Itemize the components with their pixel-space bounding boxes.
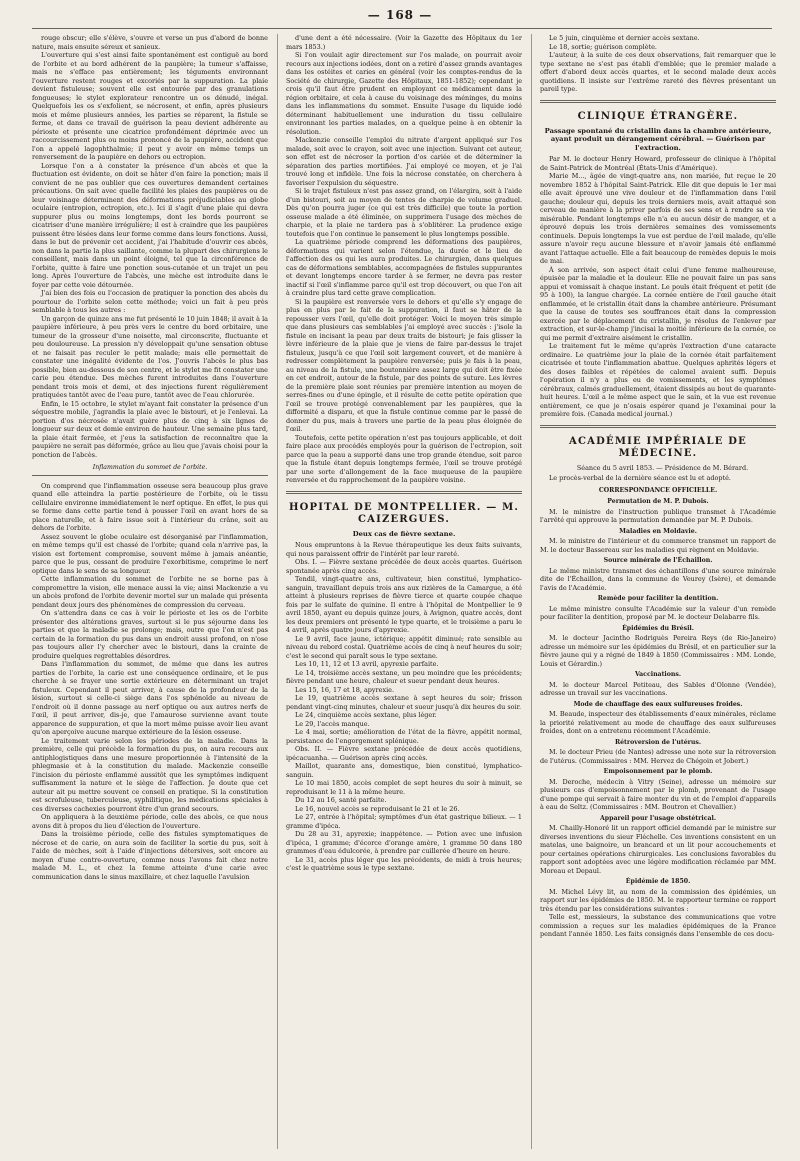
subsection-title: Passage spontané du cristallin dans la chambre antérieure, ayant produit un dérangement cérébral. — Guérison par l'extraction. [544,126,772,152]
paragraph: Le 31, accès plus léger que les précédents, de midi à trois heures; c'est le quatrième sous le type sextane. [286,855,522,872]
paragraph: Le 19, quatrième accès sextane à sept heures du soir; frisson pendant vingt-cinq minutes, chaleur et sueur jusqu'à dix heures du soir. [286,694,522,711]
paragraph: Les 10, 11, 12 et 13 avril, apyrexie parfaite. [295,660,439,668]
item-text: M. Michel Lévy lit, au nom de la commission des épidémies, un rapport sur les épidémies de 1850. M. le rapporteur termine ce rapport très étendu par les considérations suivantes : [540,887,776,913]
item-text: M. le docteur Jacintho Rodriguès Pereira Reys (de Rio-Janeiro) adresse un mémoire sur les épidémies du Brésil, et en particulier sur la fièvre jaune qui y a régné de 1849 à 1850 (Commissaires : MM. Londe, Louis et Gérardin.) [540,634,776,668]
item-text: M. Deroche, médecin à Vitry (Seine), adresse un mémoire sur plusieurs cas d'empoisonnement par le plomb, provenant de l'usage d'une pompe qui servait à faire monter du vin et de l'emploi d'appareils à eau de Seltz. (Commissaires : MM. Boutron et Chevallier.) [540,777,776,811]
academy-session: Séance du 5 avril 1853. — Présidence de M. Bérard. [576,463,749,472]
item-text: M. le docteur Marcel Petiteau, des Sables d'Olonne (Vendée), adresse un travail sur les vaccinations. [540,680,776,697]
item-topic: Épidémie de 1850. [625,878,691,885]
column-divider [277,34,278,1149]
paragraph: Assez souvent le globe oculaire est désorganisé par l'inflammation, en même temps qu'il est chassé de l'orbite; quand cela n'arrive pas, la vision est fortement compromise, souvent même à jamais anéantie, parce que le pus, cessant de produire l'exorbitisme, comprime le nerf optique dans le sens de sa longueur. [32,532,268,575]
paragraph: Dans la troisième période, celle des fistules symptomatiques de nécrose et de carie, on aura soin de faciliter la sortie du pus, soit à l'aide de mèches, soit à l'aide d'injections détersives, soit encore au moyen d'une contre-ouverture, comme nous l'avons fait chez notre malade M. L., et chez la femme atteinte d'une carie avec communication dans le sinus maxillaire, et chez laquelle l'avulsion [32,830,268,881]
paragraph: Par M. le docteur Henry Howard, professeur de clinique à l'hôpital de Saint-Patrick de Montréal (États-Unis d'Amérique). [540,155,776,172]
paragraph: Le 5 juin, cinquième et dernier accès sextane. [549,34,700,42]
paragraph: L'ouverture qui s'est ainsi faite spontanément est contiguë au bord de l'orbite et au bord adhérent de la paupière; la tumeur s'affaisse, mais ne s'efface pas entièrement; les téguments environnant l'ouverture restent rouges et excoriés par la suppuration. La plaie devient fistuleuse; souvent elle est entourée par des granulations fongueuses; le stylet explorateur rencontre un os dénudé, inégal. Quelquefois les os s'exfolient, se nécrosent, et enfin, après plusieurs mois et même plusieurs années, les parties se réparent, la fistule se ferme, et dans ce travail de guérison la peau devient adhérente au périoste et présente une cicatrice profondément déprimée avec un raccourcissement plus ou moins prononcé de la paupière, accident que l'on a appelé lagophthalmie; il peut y avoir en même temps un renversement de la paupière en dehors ou ectropion. [32,51,268,161]
paragraph: Maillot, quarante ans, domestique, bien constitué, lymphatico-sanguin. [286,762,522,779]
article-body [286,34,522,485]
paragraph: Le 24, cinquième accès sextane, plus léger. [295,711,437,719]
item-text: Le même ministre transmet des échantillons d'une source minérale dite de l'Échaillon, dans la commune de Veurey (Isère), et demande l'avis de l'Académie. [540,566,776,592]
paragraph: Nous empruntons à la Revue thérapeutique les deux faits suivants, qui nous paraissent offrir de l'intérêt par leur rareté. [286,541,522,558]
section-title-academy: ACADÉMIE IMPÉRIALE DE MÉDECINE. [569,435,747,459]
section-title-hospital: HOPITAL DE MONTPELLIER. — M. CAIZERGUES. [288,501,520,525]
paragraph: Le traitement fut le même qu'après l'extraction d'une cataracte ordinaire. Le quatrième jour la plaie de la cornée était parfaitement cicatrisée et toute l'inflammation abattue. Quelques aphrités légers et des doses faibles et répétées de calomel avaient suffi. Depuis l'opération il n'y a plus eu de vomissements, et les symptômes cérébraux, calmés graduellement, étaient dissipés au bout de quarante-huit heures. L'œil a le même aspect que le sain, et la vue est revenue entièrement, ce que je n'osais espérer quand je l'examinai pour la première fois. (Canada medical journal.) [540,342,776,418]
subsection-title: Deux cas de fièvre sextane. [352,529,456,538]
paragraph: Le 16, nouvel accès se reproduisant le 21 et le 26. [295,804,460,813]
paragraph: À son arrivée, son aspect était celui d'une femme malheureuse, épuisée par la maladie et la douleur. Elle ne pouvait faire un pas sans appui et vomissait à chaque instant. Le pouls était fréquent et petit (de 95 à 100), la langue chargée. La cornée entière de l'œil gauche était enflammée, et le cristallin était dans la chambre antérieure. Présumant que la cause de toutes ses souffrances était dans la compression exercée par le déplacement du cristallin, je résolus de l'enlever par extraction, et sur-le-champ j'incisai la moitié inférieure de la cornée, ce qui me permit d'extraire aisément le cristallin. [540,265,776,342]
item-text: M. le ministre de l'intérieur et du commerce transmet un rapport de M. le docteur Bassereau sur les maladies qui règnent en Moldavie. [540,537,776,554]
paragraph: Le 4 mai, sortie; amélioration de l'état de la fièvre, appétit normal, persistance de l'engorgement splénique. [286,728,522,745]
paragraph: Si le trajet fistuleux n'est pas assez grand, on l'élargira, soit à l'aide d'un bistouri, soit au moyen de tentes de charpie de volume graduel. Dès qu'on pourra juger (ce qui est très difficile) que toute la portion osseuse malade a été éliminée, on supprimera l'usage des mèches de charpie, et la plaie ne tardera pas à s'oblitérer. La prudence exige toutefois que l'on continue le pansement le plus longtemps possible. [286,187,522,238]
closing-paragraph: Telle est, messieurs, la substance des communications que votre commission a reçues sur les maladies épidémiques de la France pendant l'année 1850. Les faits consignés dans l'ensemble de ces docu- [540,913,776,938]
item-text: M. Beaude, inspecteur des établissements d'eaux minérales, réclame la priorité relativement au mode de chauffage des eaux sulfureuses froides, dont on a entretenu récemment l'Académie. [540,710,776,735]
item-topic: Empoisonnement par le plomb. [603,768,713,775]
paragraph: La quatrième période comprend les déformations des paupières, déformations qui varient selon l'étendue, la durée et le lieu de l'affection des os qui les aura produites. Le chirurgien, dans quelques cas de déformations semblables, accompagnées de fistules suppurantes et devant longtemps encore tarder à se fermer, ne devra pas rester inactif si l'œil s'inflamme parce qu'il est trop découvert, ou que l'on ait à craindre plus tard cette grave complication. [286,238,522,297]
paragraph: d'une dent a été nécessaire. (Voir la Gazette des Hôpitaux du 1er mars 1853.) [286,34,522,51]
item-topic: Permutation de M. P. Dubois. [607,498,709,505]
item-topic: Vaccinations. [634,671,682,678]
item-topic: Appareil pour l'usage obstétrical. [599,814,716,822]
paragraph: L'auteur, à la suite de ces deux observations, fait remarquer que le type sextane ne s'est pas établi d'emblée; que le premier malade a offert d'abord deux accès quartes, et le second malade deux accès quotidiens. Il insiste sur l'extrême rareté des fièvres présentant un pareil type. [540,51,776,93]
item-text: M. le ministre de l'instruction publique transmet à l'Académie l'arrêté qui approuve la permutation demandée par M. P. Dubois. [540,507,776,524]
article-body-continued [32,482,268,882]
column-middle [286,34,522,1152]
item-text: M. Chailly-Honoré lit un rapport officiel demandé par le ministre sur diverses inventions du sieur Fléchelle. Ces inventions consistent en un matelas, une baignoire, un brancard et un lit pour accouchements et pour certaines opérations chirurgicales. Les conclusions favorables du rapport sont adoptées avec une légère modification réclamée par MM. Moreau et Depaul. [540,824,776,875]
paragraph: Du 28 au 31, apyrexie; inappétence. — Potion avec une infusion d'ipéca, 1 gramme; d'écorce d'orange amère, 1 gramme 50 dans 180 grammes d'eau édulcorée, à prendre par cuillerée d'heure en heure. [286,830,522,855]
paragraph: Tendil, vingt-quatre ans, cultivateur, bien constitué, lymphatico-sanguin, travaillant depuis trois ans aux rizières de la Camargue, a été atteint à plusieurs reprises de fièvre tierce et quarte coupée chaque fois par le sulfate de quinine. Il entre à l'hôpital de Montpellier le 9 avril 1850, ayant eu depuis quinze jours, à Avignon, quatre accès, dont les deux premiers ont présenté le type quarte, et le troisième a paru le 4 avril, après quatre jours d'apyrexie. [286,575,522,634]
section-title-clinic: CLINIQUE ÉTRANGÈRE. [577,110,739,122]
paragraph: On comprend que l'inflammation osseuse sera beaucoup plus grave quand elle atteindra la partie postérieure de l'orbite, où le tissu cellulaire environne immédiatement le nerf optique. En effet, le pus qui se forme dans cette partie tend à pousser l'œil en avant hors de sa place naturelle, et à faire issue soit à l'intérieur du crâne, soit au dehors de l'orbite. [32,481,268,532]
section-rule [540,100,776,103]
academy-items [540,498,776,913]
paragraph: Le 27, entrée à l'hôpital; symptômes d'un état gastrique bilieux. — 1 gramme d'ipéca. [286,813,522,830]
paragraph: Lorsque l'on a à constater la présence d'un abcès et que la fluctuation est évidente, on doit se hâter d'en faire la ponction; mais il convient de ne pas oublier que ces ouvertures demandent certaines précautions. On sait avec quelle facilité les plaies des paupières ou de leur voisinage déterminent des déformations préjudiciables au globe oculaire (entropion, ectropion, etc.). Ici il s'agit d'une plaie qui devra suppurer plus ou moins longtemps, dont les bords pourront se cicatriser d'une manière irrégulière; il est à craindre que les paupières puissent être lésées dans leur forme comme dans leurs fonctions. Aussi, dans le but de prévenir cet accident, j'ai l'habitude d'ouvrir ces abcès, non dans la partie la plus saillante, comme la plupart des chirurgiens le conseillent, mais dans un point éloigné, tel que la circonférence de l'orbite, quitte à faire une ponction sous-cutanée et un trajet un peu long. Après l'ouverture de l'abcès, une mèche est introduite dans le foyer par cette voie détournée. [32,161,268,289]
paragraph: On appliquera à la deuxième période, celle des abcès, ce que nous avons dit à propos du lieu d'élection de l'ouverture. [32,813,268,830]
paragraph: Si l'on voulait agir directement sur l'os malade, on pourrait avoir recours aux injections iodées, dont on a retiré d'assez grands avantages dans les ostéites et caries en général (voir les comptes-rendus de la Société de chirurgie, Gazette des Hôpitaux, 1851-1852); cependant je crois qu'il faut être prudent en employant ce médicament dans la région orbitaire, et cela à cause du voisinage des méninges, du moins dans les inflammations du sommet. Ensuite l'usage du liquide iodé déterminant habituellement une induration du tissu cellulaire environnant les parties malades, on a quelque peine à en obtenir la résolution. [286,51,522,136]
paragraph: J'ai bien des fois eu l'occasion de pratiquer la ponction des abcès du pourtour de l'orbite selon cette méthode; voici un fait à peu près semblable à tous les autres : [32,289,268,314]
item-topic: Rétroversion de l'utérus. [614,738,702,746]
paragraph: rouge obscur; elle s'élève, s'ouvre et verse un pus d'abord de bonne nature, mais ensuite séreux et sanieux. [32,34,268,51]
paragraph: Le traitement varie selon les périodes de la maladie. Dans la première, celle qui précède la formation du pus, on aura recours aux antiphlogistiques dans une mesure proportionnée à l'intensité de la phlegmasie et à la constitution du malade. Mackenzie conseille l'incision du périoste enflammé aussitôt que les symptômes indiquent suffisamment la nature et le siège de l'affection. Je doute que cet auteur ait pu mettre souvent ce conseil en pratique. Si la constitution est scrofuleuse, tuberculeuse, syphilitique, les médications spéciales à ces diverses cachexies pourront être d'un grand secours. [32,736,268,813]
article-body [540,34,776,94]
paragraph: Dans l'inflammation du sommet, de même que dans les autres parties de l'orbite, la carie est une conséquence ordinaire, et le pus cherche à se frayer une sortie extérieure en déterminant un trajet fistuleux. Cependant il peut arriver, à cause de la profondeur de la lésion, surtout si celle-ci siège dans l'os sphénoïde au niveau de l'endroit où il donne passage au nerf optique ou aux autres nerfs de l'œil, il peut arriver, dis-je, que l'amaurose survienne avant toute apparence de suppuration, et que la mort même puisse avoir lieu avant qu'on aperçoive aucune marque extérieure de la lésion osseuse. [32,660,268,736]
item-topic: Remède pour faciliter la dentition. [597,595,719,602]
section-rule [540,425,776,428]
column-right [540,34,776,1152]
item-text: M. le docteur Prieu (de Nantes) adresse une note sur la rétroversion de l'utérus. (Commissaires : MM. Hervez de Chégoin et Jobert.) [540,748,776,765]
article-body-clinic [540,155,776,419]
item-text: Le même ministre consulte l'Académie sur la valeur d'un remède pour faciliter la dentition, proposé par M. le docteur Delabarre fils. [540,604,776,621]
paragraph: Obs. II. — Fièvre sextane précédée de deux accès quotidiens, ipécacuanha. — Guérison après cinq accès. [286,745,522,762]
item-topic: Épidémies du Brésil. [622,624,694,632]
article-body [32,34,268,459]
section-rule [286,491,522,494]
item-topic: Source minérale de l'Échaillon. [603,557,713,564]
paragraph: Obs. I. — Fièvre sextane précédée de deux accès quartes. Guérison spontanée après cinq accès. [286,558,522,575]
paragraph: Marie M..., âgée de vingt-quatre ans, non mariée, fut reçue le 20 novembre 1852 à l'hôpital Saint-Patrick. Elle dit que depuis le 1er mai elle avait éprouvé une vive douleur et de l'inflammation dans l'œil gauche; douleur qui, depuis les trois derniers mois, avait attaqué son cerveau de manière à la priver parfois de ses sens et à rendre sa vie misérable. Pendant longtemps elle n'a eu aucun désir de manger, et a éprouvé depuis les trois dernières semaines des vomissements continuels. Depuis longtemps la vue est perdue de l'œil malade, qu'elle assure n'avoir reçu aucune blessure et n'avoir jamais été enflammé avant l'attaque actuelle. Elle a fait beaucoup de remèdes depuis le mois de mai. [540,172,776,265]
item-topic: Mode de chauffage des eaux sulfureuses froides. [573,700,743,708]
page-number: — 168 — [367,8,433,22]
paragraph: Les 15, 16, 17 et 18, apyrexie. [295,685,394,694]
paragraph: Le 29, l'accès manque. [295,719,370,728]
academy-intro: Le procès-verbal de la dernière séance est lu et adopté. [549,474,731,482]
paragraph: Enfin, le 15 octobre, le stylet m'ayant fait constater la présence d'un séquestre mobile, j'agrandis la plaie avec le bistouri, et je l'enlevai. La portion d'os nécrosée n'avait guère plus de cinq à six lignes de longueur sur deux et demie environ de hauteur. Une semaine plus tard, la plaie était fermée, et j'eus la satisfaction de reconnaître que la paupière ne serait pas déformée, grâce au lieu que j'avais choisi pour la ponction de l'abcès. [32,399,268,459]
paragraph: Mackenzie conseille l'emploi du nitrate d'argent appliqué sur l'os malade, soit avec le crayon, soit avec une injection. Suivant cet auteur, son effet est de nécroser la portion d'os cariée et de déterminer la séparation des parties mortifiées. J'ai employé ce moyen, et je l'ai trouvé long et infidèle. Une fois la nécrose constatée, on cherchera à favoriser l'expulsion du séquestre. [286,136,522,187]
column-divider [531,34,532,1149]
section-caption: Inflammation du sommet de l'orbite. [32,464,268,476]
paragraph: Toutefois, cette petite opération n'est pas toujours applicable, et doit faire place aux procédés employés pour la guérison de l'ectropion, soit parce que la peau a supporté dans une trop grande étendue, soit parce que la fistule étant depuis longtemps fermée, l'œil se trouve protégé par une sorte d'allongement de la face muqueuse de la paupière renversée et du rapprochement de la paupière voisine. [286,433,522,484]
paragraph: Du 12 au 16, santé parfaite. [295,796,387,804]
header-rule [32,28,772,29]
article-body-cases [286,541,522,873]
paragraph: Cette inflammation du sommet de l'orbite ne se borne pas à compromettre la vision, elle menace aussi la vie; ainsi Mackenzie a vu un abcès profond de l'orbite devenir mortel sur un malade qui présenta pendant deux jours des phénomènes de compression du cerveau. [32,575,268,609]
paragraph: Le 10 mai 1850, accès complet de sept heures du soir à minuit, se reproduisant le 11 à la même heure. [286,779,522,796]
paragraph: Un garçon de quinze ans me fut présenté le 10 juin 1848; il avait à la paupière inférieure, à peu près vers le centre du bord orbitaire, une tumeur de la grosseur d'une noisette, mal circonscrite, fluctuante et peu douloureuse. La pression n'y développait qu'une sensation obtuse et ne faisait pas reculer le petit malade; mais elle permettait de constater une inégalité évidente de l'os. J'ouvris l'abcès le plus bas possible, bien au-dessous de son centre, et le stylet me fit constater une carie peu étendue. Des mèches furent introduites dans l'ouverture pendant trois mois et demi, et des injections furent régulièrement pratiquées tantôt avec de l'eau pure, tantôt avec de l'eau chlorurée. [32,314,268,399]
correspondance-heading: CORRESPONDANCE OFFICIELLE. [598,486,718,494]
item-topic: Maladies en Moldavie. [619,527,697,535]
paragraph: Le 14, troisième accès sextane, un peu moindre que les précédents; fièvre pendant une heure, chaleur et sueur pendant deux heures. [286,668,522,685]
paragraph: Le 9 avril, face jaune, ictérique; appétit diminué; rate sensible au niveau du rebord costal. Quatrième accès de cinq à neuf heures du soir; c'est le second qui paraît sous le type sextane. [286,634,522,660]
column-left [32,34,268,1152]
paragraph: Si la paupière est renversée vers le dehors et qu'elle s'y engage de plus en plus par le fait de la suppuration, il faut se hâter de la repousser vers l'œil, qu'elle doit protéger. Voici le moyen très simple que dans plusieurs cas semblables j'ai employé avec succès : j'isole la fistule en incisant la peau par deux traits de bistouri; je fais glisser la lèvre inférieure de la plaie que je viens de faire par-dessus le trajet fistuleux, jusqu'à ce que l'œil soit largement couvert, et de manière à redresser complètement la paupière renversée; puis je fais à la peau, au niveau de la fistule, une boutonnière assez large qui doit être fixée en cet endroit, autour de la fistule, par des points de suture. Les lèvres de la première plaie sont réunies par première intention au moyen de serres-fines ou d'une épingle, et il résulte de cette petite opération que l'œil se trouve protégé convenablement par les paupières, que la difformité a disparu, et que la fistule continue comme par le passé de donner du pus, mais à travers une partie de la peau plus éloignée de l'œil. [286,297,522,433]
paragraph: Le 18, sortie; guérison complète. [549,42,657,51]
paragraph: On s'attendra dans ce cas à voir le périoste et les os de l'orbite présenter des altérations graves, surtout si le pus séjourne dans les parties et que la maladie se prolonge; mais, outre que l'on n'est pas certain de la formation du pus dans un endroit aussi profond, on n'ose pas toujours aller l'y chercher avec le bistouri, dans la crainte de produire quelques regrettables désordres. [32,609,268,660]
